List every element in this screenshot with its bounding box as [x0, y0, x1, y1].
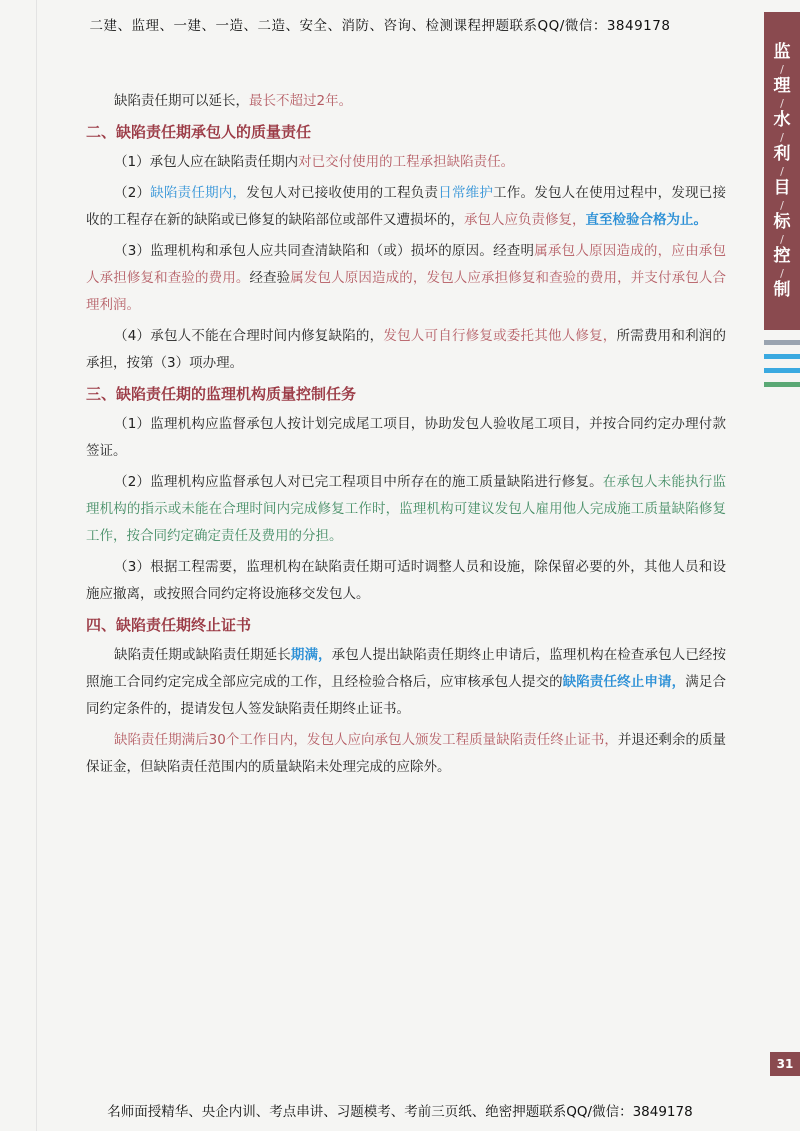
side-tab-char: 控 [773, 245, 791, 266]
stripe-green [764, 382, 800, 387]
sec3-paragraph-1: （1）监理机构应监督承包人按计划完成尾工项目，协助发包人验收尾工项目，并按合同约定办理付款签证。 [86, 416, 726, 459]
side-tab-char: 监 [773, 41, 791, 62]
side-tab-char: 标 [773, 211, 791, 232]
stripe-grey [764, 340, 800, 345]
side-tab-char: 利 [773, 143, 791, 164]
sec2-paragraph-2: （2）缺陷责任期内，发包人对已接收使用的工程负责日常维护工作。发包人在使用过程中，发现已接收的工程存在新的缺陷或已修复的缺陷部位或部件又遭损坏的，承包人应负责修复，直至检验合格为止。 [86, 185, 727, 228]
stripe-blue [764, 368, 800, 373]
page-header: 二建、监理、一建、一造、二造、安全、消防、咨询、检测课程押题联系QQ/微信：3849178 [89, 18, 671, 34]
section-4-title: 四、缺陷责任期终止证书 [86, 616, 252, 634]
sec2-paragraph-4: （4）承包人不能在合理时间内修复缺陷的，发包人可自行修复或委托其他人修复，所需费用和利润的承担，按第（3）项办理。 [86, 328, 727, 371]
section-3-title: 三、缺陷责任期的监理机构质量控制任务 [86, 385, 357, 403]
sec3-paragraph-2: （2）监理机构应监督承包人对已完工程项目中所存在的施工质量缺陷进行修复。在承包人未能执行监理机构的指示或未能在合理时间内完成修复工作时，监理机构可建议发包人雇用他人完成施工质量缺陷修复工作，按合同约定确定责任及费用的分担。 [86, 474, 727, 544]
side-tab-char: 理 [773, 75, 791, 96]
binding-edge [36, 0, 37, 1131]
stripe-blue [764, 354, 800, 359]
intro-paragraph: 缺陷责任期可以延长，最长不超过2年。 [114, 93, 353, 109]
section-2-title: 二、缺陷责任期承包人的质量责任 [86, 123, 312, 141]
sec2-paragraph-3: （3）监理机构和承包人应共同查清缺陷和（或）损坏的原因。经查明属承包人原因造成的，应由承包人承担修复和查验的费用。经查验属发包人原因造成的，发包人应承担修复和查验的费用，并支付承包人合理利润。 [86, 243, 727, 313]
sec4-paragraph-2: 缺陷责任期满后30个工作日内，发包人应向承包人颁发工程质量缺陷责任终止证书，并退还剩余的质量保证金，但缺陷责任范围内的质量缺陷未处理完成的应除外。 [86, 732, 727, 775]
sec2-paragraph-1: （1）承包人应在缺陷责任期内对已交付使用的工程承担缺陷责任。 [114, 154, 515, 170]
side-tab-char: 制 [773, 279, 791, 300]
page-number: 31 [770, 1052, 800, 1076]
main-content [86, 88, 726, 785]
page-footer: 名师面授精华、央企内训、考点串讲、习题模考、考前三页纸、绝密押题联系QQ/微信：3849178 [107, 1104, 693, 1120]
side-tab-char: 目 [773, 177, 791, 198]
side-tab-char: 水 [773, 109, 791, 130]
sec4-paragraph-1: 缺陷责任期或缺陷责任期延长期满，承包人提出缺陷责任期终止申请后，监理机构在检查承包人已经按照施工合同约定完成全部应完成的工作，且经检验合格后，应审核承包人提交的缺陷责任终止申请，满足合同约定条件的，提请发包人签发缺陷责任期终止证书。 [86, 647, 727, 717]
sec3-paragraph-3: （3）根据工程需要，监理机构在缺陷责任期可适时调整人员和设施，除保留必要的外，其他人员和设施应撤离，或按照合同约定将设施移交发包人。 [86, 559, 726, 602]
side-chapter-tab: 监 / 理 / 水 / 利 / 目 / 标 / 控 / 制 [764, 12, 800, 330]
